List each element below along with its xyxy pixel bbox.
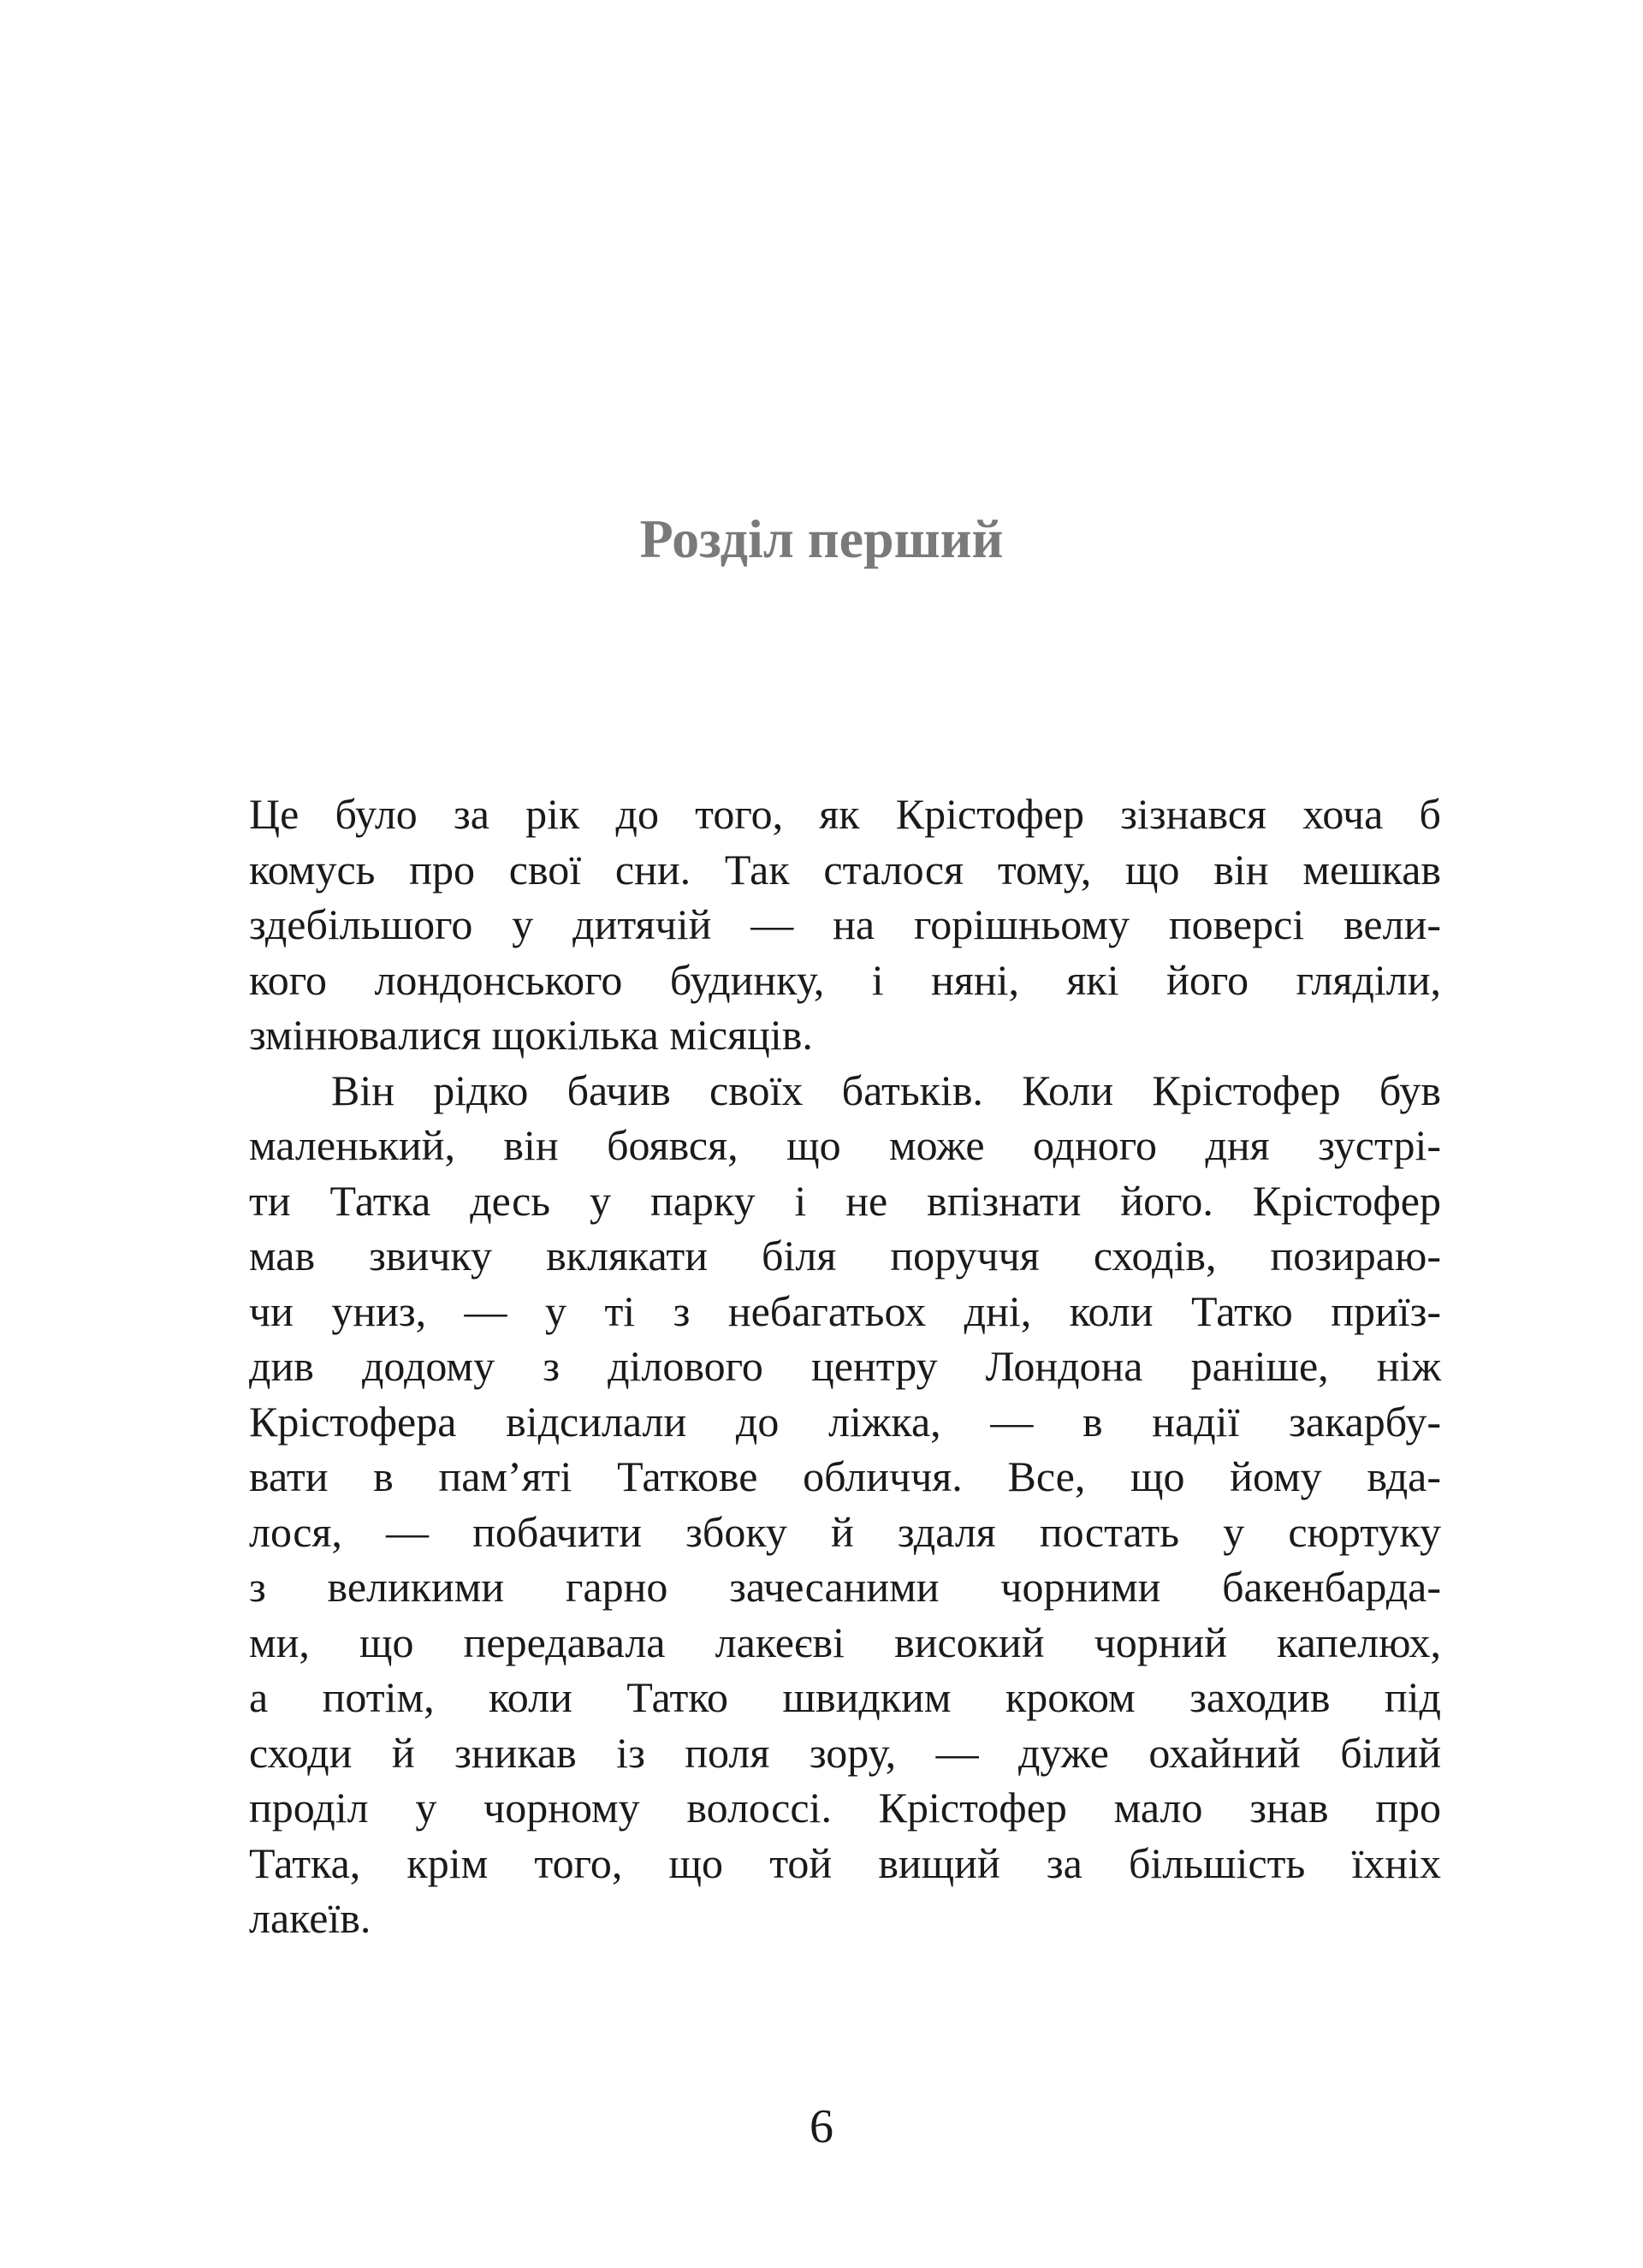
page-number: 6 xyxy=(810,2100,833,2153)
text-line: ми, що передавала лакеєві високий чорний капелюх, xyxy=(249,1618,1441,1666)
text-line: див додому з ділового центру Лондона раніше, ніж xyxy=(249,1342,1441,1390)
text-line: лакеїв. xyxy=(249,1894,371,1942)
text-line: кого лондонського будинку, і няні, які його гляділи, xyxy=(249,955,1441,1004)
text-line: вати в пам’яті Таткове обличчя. Все, що йому вда- xyxy=(249,1452,1441,1500)
text-line: чи униз, — у ті з небагатьох дні, коли Татко приїз- xyxy=(249,1286,1441,1335)
text-line: комусь про свої сни. Так сталося тому, що він мешкав xyxy=(249,845,1441,894)
text-line: Татка, крім того, що той вищий за більшість їхніх xyxy=(249,1838,1441,1887)
text-line: сходи й зникав із поля зору, — дуже охайний білий xyxy=(249,1728,1441,1777)
text-line: Він рідко бачив своїх батьків. Коли Крістофер був xyxy=(331,1066,1441,1114)
text-line: змінювалися щокілька місяців. xyxy=(249,1011,813,1059)
text-line: здебільшого у дитячій — на горішньому поверсі вели- xyxy=(249,900,1441,948)
text-line: маленький, він боявся, що може одного дня зустрі- xyxy=(249,1121,1441,1169)
text-line: лося, — побачити збоку й здаля постать у сюртуку xyxy=(249,1507,1441,1556)
paragraph xyxy=(249,1063,1441,1946)
body-text xyxy=(249,787,1441,1946)
paragraph xyxy=(249,787,1441,1063)
text-line: проділ у чорному волоссі. Крістофер мало знав про xyxy=(249,1784,1441,1832)
text-line: мав звичку вклякати біля поруччя сходів, позираю- xyxy=(249,1232,1441,1279)
text-line: ти Татка десь у парку і не впізнати його. Крістофер xyxy=(249,1176,1441,1225)
text-line: Це було за рік до того, як Крістофер зізнався хоча б xyxy=(249,790,1441,838)
text-line: з великими гарно зачесаними чорними бакенбарда- xyxy=(249,1563,1441,1611)
text-line: Крістофера відсилали до ліжка, — в надії закарбу- xyxy=(249,1397,1441,1446)
text-line: а потім, коли Татко швидким кроком заходив під xyxy=(249,1673,1441,1721)
chapter-title: Розділ перший xyxy=(639,508,1004,569)
